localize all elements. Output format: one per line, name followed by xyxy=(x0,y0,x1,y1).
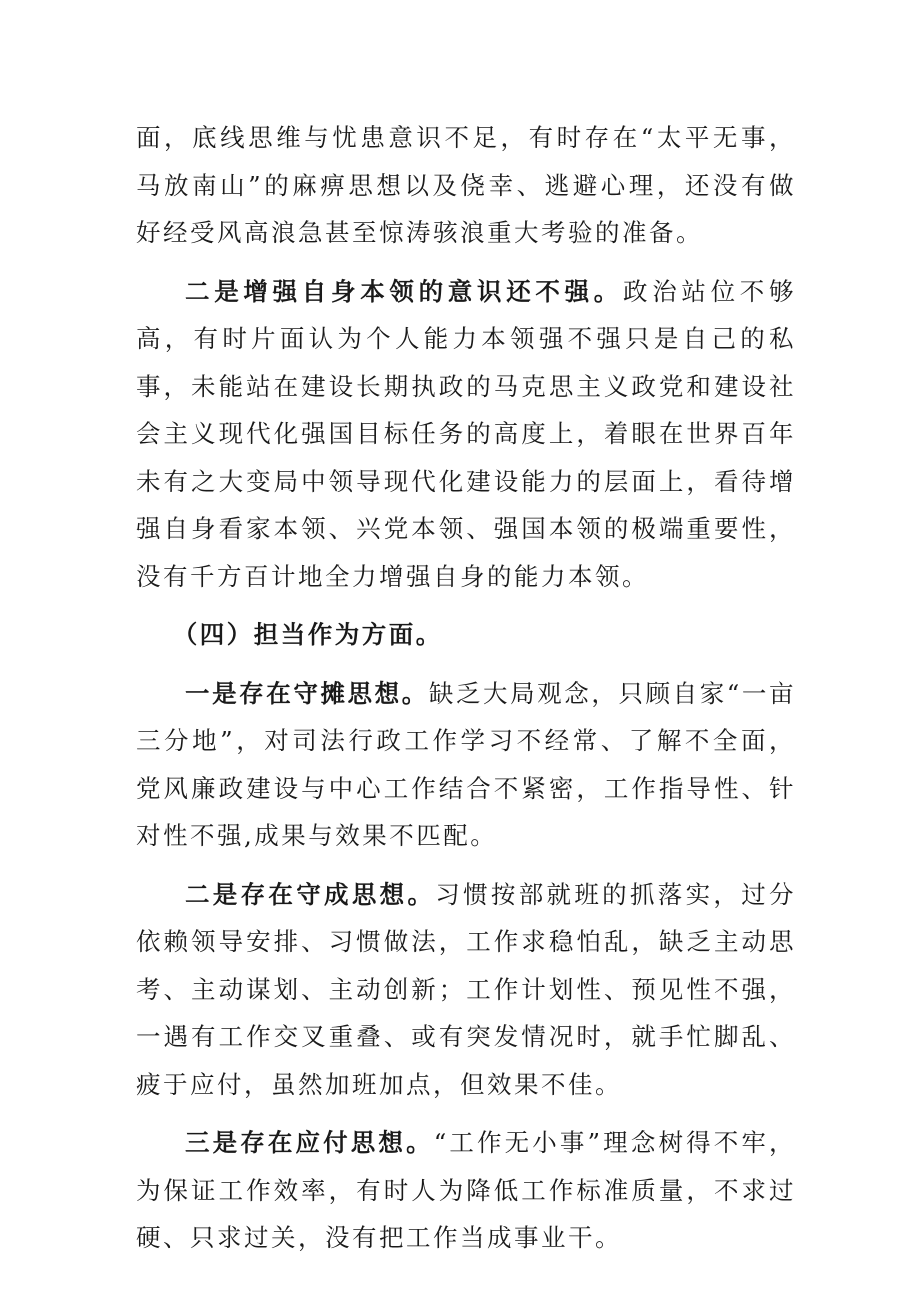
paragraph-lead: 二是存在守成思想。 xyxy=(185,879,436,909)
paragraph-conservative-thinking xyxy=(136,871,796,1109)
paragraph-stall-thinking xyxy=(136,670,796,860)
paragraph-text: 习惯按部就班的抓落实，过分依赖领导安排、习惯做法，工作求稳怕乱，缺乏主动思考、主动谋划、主动创新；工作计划性、预见性不强，一遇有工作交叉重叠、或有突发情况时，就手忙脚乱、疲于应付，虽然加班加点，但效果不佳。 xyxy=(136,879,797,1099)
paragraph-lead: 三是存在应付思想。 xyxy=(185,1128,434,1157)
paragraph-text: 缺乏大局观念，只顾自家“一亩三分地”，对司法行政工作学习不经常、了解不全面，党风廉政建设与中心工作结合不紧密，工作指导性、针对性不强,成果与效果不匹配。 xyxy=(136,678,796,850)
paragraph-text: “工作无小事”理念树得不牢，为保证工作效率，有时人为降低工作标准质量，不求过硬、只求过关，没有把工作当成事业干。 xyxy=(136,1128,796,1252)
section-heading: （四）担当作为方面。 xyxy=(172,620,443,649)
paragraph-text: 政治站位不够高，有时片面认为个人能力本领强不强只是自己的私事，未能站在建设长期执政的马克思主义政党和建设社会主义现代化强国目标任务的高度上，着眼在世界百年未有之大变局中领导现代化建设能力的层面上，看待增强自身看家本领、兴党本领、强国本领的极端重要性，没有千方百计地全力增强自身的能力本领。 xyxy=(136,276,796,591)
paragraph-lead: 二是增强自身本领的意识还不强。 xyxy=(185,276,623,306)
paragraph-continuation xyxy=(136,114,796,257)
document-body xyxy=(136,114,796,1262)
paragraph-lead: 一是存在守摊思想。 xyxy=(185,678,429,708)
paragraph-text: 面，底线思维与忧患意识不足，有时存在“太平无事，马放南山”的麻痹思想以及侥幸、逃避心理，还没有做好经受风高浪急甚至惊涛骇浪重大考验的准备。 xyxy=(136,123,796,247)
paragraph-skill-awareness xyxy=(136,268,796,601)
paragraph-perfunctory-thinking xyxy=(136,1119,796,1262)
